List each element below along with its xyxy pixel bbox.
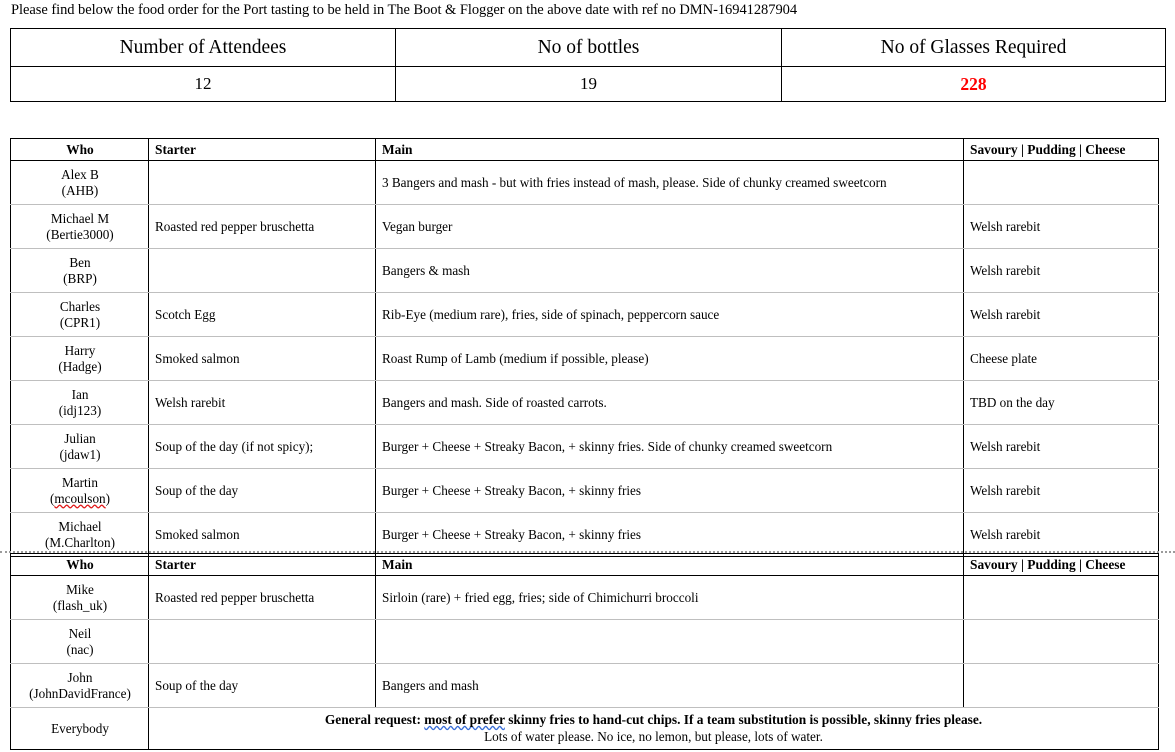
row-who <box>11 161 149 205</box>
table-row <box>11 337 1159 381</box>
row-who <box>11 293 149 337</box>
attendee-alias: (flash_uk) <box>52 597 108 613</box>
row-who <box>11 205 149 249</box>
attendee-name: Julian <box>64 430 96 446</box>
row-who <box>11 425 149 469</box>
column-header-main: Main <box>376 554 964 576</box>
summary-value-bottles: 19 <box>396 67 782 102</box>
table-row <box>11 205 1159 249</box>
row-who <box>11 513 149 557</box>
attendee-alias: (CPR1) <box>59 314 101 330</box>
general-request-suffix: skinny fries to hand-cut chips. If a team substitution is possible, skinny fries please. <box>504 712 983 727</box>
attendee-name: John <box>67 669 93 685</box>
table-row <box>11 620 1159 664</box>
row-savoury: Welsh rarebit <box>964 293 1159 337</box>
row-main: Bangers and mash <box>376 664 964 708</box>
order-table-section-2 <box>10 553 1159 750</box>
column-header-savoury: Savoury | Pudding | Cheese <box>964 554 1159 576</box>
table-row <box>11 381 1159 425</box>
row-savoury <box>964 620 1159 664</box>
row-savoury <box>964 576 1159 620</box>
table-row <box>11 425 1159 469</box>
column-header-starter: Starter <box>149 139 376 161</box>
alias-paren-close: ) <box>105 490 111 506</box>
row-who <box>11 381 149 425</box>
row-main: Burger + Cheese + Streaky Bacon, + skinny fries <box>376 513 964 557</box>
general-request-prefix: General request: <box>324 712 425 727</box>
row-starter: Soup of the day <box>149 469 376 513</box>
column-header-savoury: Savoury | Pudding | Cheese <box>964 139 1159 161</box>
row-savoury: Welsh rarebit <box>964 205 1159 249</box>
row-main: 3 Bangers and mash - but with fries instead of mash, please. Side of chunky creamed sweetcorn <box>376 161 964 205</box>
row-savoury: Welsh rarebit <box>964 513 1159 557</box>
row-main: Burger + Cheese + Streaky Bacon, + skinny fries. Side of chunky creamed sweetcorn <box>376 425 964 469</box>
row-starter: Smoked salmon <box>149 513 376 557</box>
table-row <box>11 469 1159 513</box>
attendee-alias: (idj123) <box>58 402 102 418</box>
table-row <box>11 293 1159 337</box>
column-header-starter: Starter <box>149 554 376 576</box>
glasses-count-highlight: 228 <box>960 73 987 94</box>
row-savoury <box>964 664 1159 708</box>
table-row <box>11 249 1159 293</box>
row-main: Roast Rump of Lamb (medium if possible, please) <box>376 337 964 381</box>
row-main: Rib-Eye (medium rare), fries, side of spinach, peppercorn sauce <box>376 293 964 337</box>
attendee-name: Charles <box>59 298 101 314</box>
attendee-alias: (nac) <box>66 641 94 657</box>
row-main: Sirloin (rare) + fried egg, fries; side of Chimichurri broccoli <box>376 576 964 620</box>
summary-header-row <box>11 29 1166 67</box>
attendee-name: Neil <box>68 625 92 641</box>
summary-header-bottles: No of bottles <box>396 29 782 67</box>
order-table-section-1 <box>10 138 1159 557</box>
row-savoury: Welsh rarebit <box>964 469 1159 513</box>
general-request-row <box>11 708 1159 750</box>
general-request-flagged-phrase: most of prefer <box>424 712 505 727</box>
attendee-alias: (AHB) <box>61 182 99 198</box>
row-savoury: TBD on the day <box>964 381 1159 425</box>
row-starter <box>149 249 376 293</box>
attendee-name: Harry <box>64 342 96 358</box>
column-header-main: Main <box>376 139 964 161</box>
alias-misspelled-word: mcoulson <box>54 490 106 506</box>
row-main: Bangers & mash <box>376 249 964 293</box>
attendee-name: Ian <box>71 386 89 402</box>
table-row <box>11 161 1159 205</box>
row-starter <box>149 620 376 664</box>
column-header-who: Who <box>11 554 149 576</box>
row-starter <box>149 161 376 205</box>
table-row <box>11 513 1159 557</box>
summary-value-row <box>11 67 1166 102</box>
row-starter: Scotch Egg <box>149 293 376 337</box>
attendee-name: Ben <box>69 254 91 270</box>
row-starter: Roasted red pepper bruschetta <box>149 205 376 249</box>
attendee-name: Michael <box>58 518 102 534</box>
row-savoury: Cheese plate <box>964 337 1159 381</box>
attendee-name: Michael M <box>50 210 110 226</box>
row-who <box>11 620 149 664</box>
row-savoury: Welsh rarebit <box>964 425 1159 469</box>
row-who <box>11 337 149 381</box>
attendee-alias: (BRP) <box>63 270 97 286</box>
row-starter: Soup of the day (if not spicy); <box>149 425 376 469</box>
row-savoury: Welsh rarebit <box>964 249 1159 293</box>
attendee-alias: (Hadge) <box>58 358 102 374</box>
row-starter: Soup of the day <box>149 664 376 708</box>
table-row <box>11 664 1159 708</box>
row-main <box>376 620 964 664</box>
summary-header-attendees: Number of Attendees <box>11 29 396 67</box>
general-request-line2: Lots of water please. No ice, no lemon, but please, lots of water. <box>484 729 823 744</box>
summary-header-glasses: No of Glasses Required <box>782 29 1166 67</box>
attendee-alias: (jdaw1) <box>59 446 101 462</box>
general-request-text <box>149 708 1159 750</box>
attendee-alias: (Bertie3000) <box>46 226 114 242</box>
attendee-alias: (M.Charlton) <box>45 534 115 550</box>
row-main: Burger + Cheese + Streaky Bacon, + skinny fries <box>376 469 964 513</box>
summary-value-attendees: 12 <box>11 67 396 102</box>
row-who <box>11 664 149 708</box>
table-row <box>11 576 1159 620</box>
summary-table <box>10 28 1166 102</box>
general-request-who: Everybody <box>11 708 149 750</box>
summary-value-glasses <box>782 67 1166 102</box>
row-starter: Smoked salmon <box>149 337 376 381</box>
row-main: Bangers and mash. Side of roasted carrots. <box>376 381 964 425</box>
row-starter: Welsh rarebit <box>149 381 376 425</box>
intro-paragraph: Please find below the food order for the Port tasting to be held in The Boot & Flogger on the above date with ref no DMN-16941287904 <box>11 2 798 18</box>
order-header-row-2 <box>11 554 1159 576</box>
attendee-name: Alex B <box>61 166 99 182</box>
row-who <box>11 469 149 513</box>
attendee-name: Martin <box>62 474 98 490</box>
row-savoury <box>964 161 1159 205</box>
general-request-line1 <box>155 711 1152 728</box>
row-main: Vegan burger <box>376 205 964 249</box>
alias-paren-open: ( <box>49 490 55 506</box>
attendee-alias: (JohnDavidFrance) <box>29 685 131 701</box>
column-header-who: Who <box>11 139 149 161</box>
attendee-name: Mike <box>66 581 94 597</box>
order-header-row-1 <box>11 139 1159 161</box>
row-starter: Roasted red pepper bruschetta <box>149 576 376 620</box>
attendee-alias <box>17 491 143 507</box>
row-who <box>11 249 149 293</box>
row-who <box>11 576 149 620</box>
